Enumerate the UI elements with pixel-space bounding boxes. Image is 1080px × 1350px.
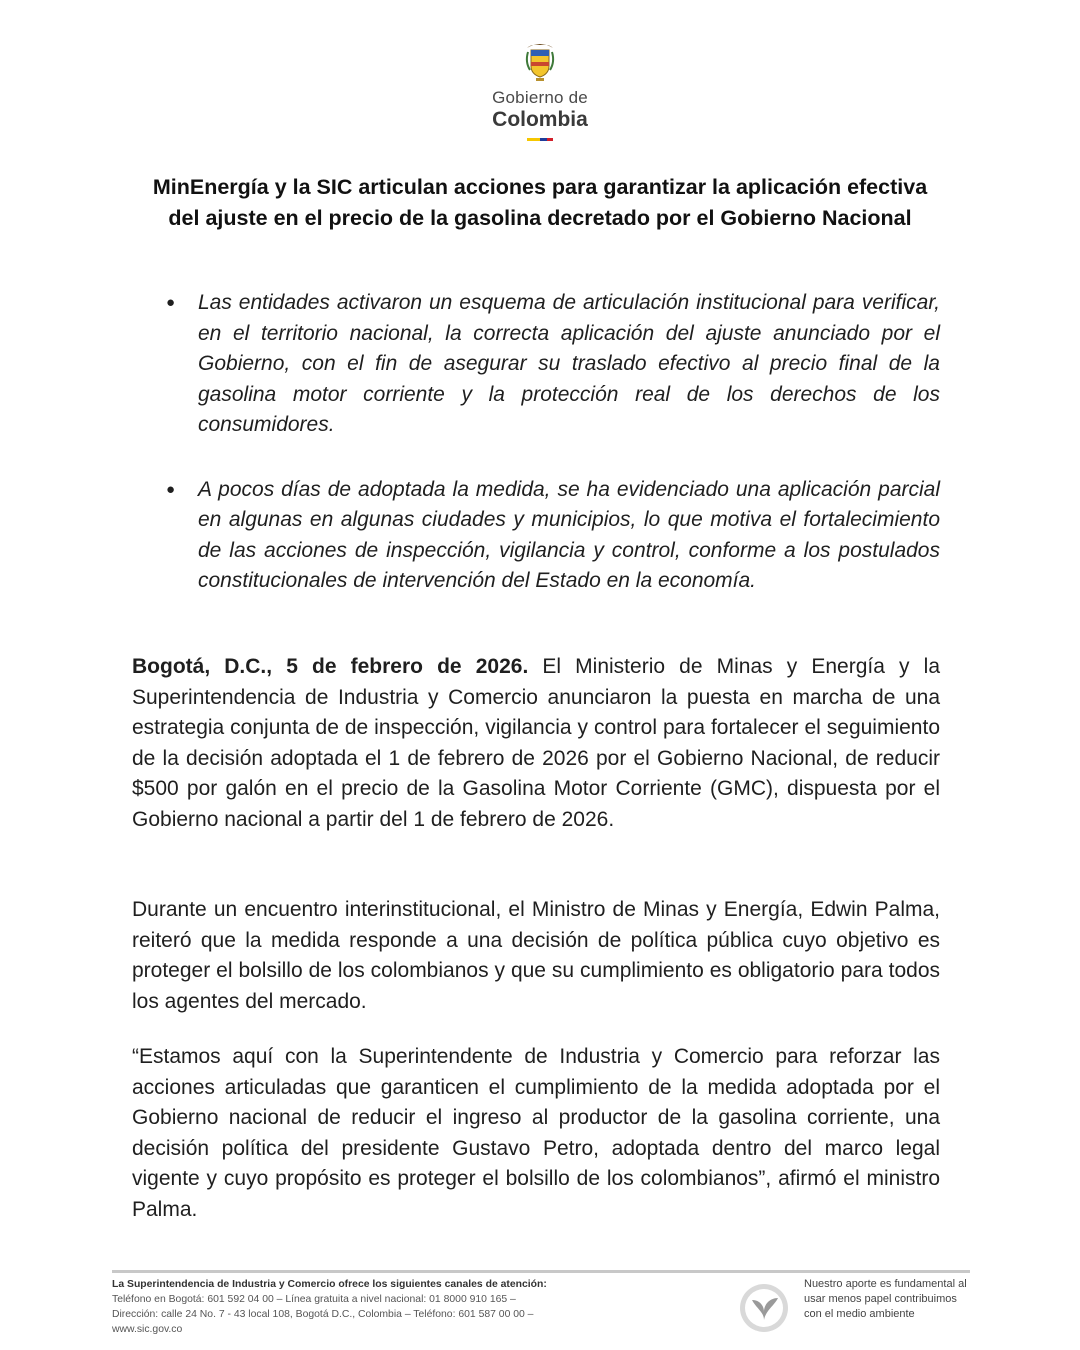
paragraph-text: El Ministerio de Minas y Energía y la Superintendencia de Industria y Comercio anunciaron la puesta en marcha de una estrategia conjunta de de inspección, vigilancia y control para fortalecer el seguimiento de la decisión adoptada el 1 de febrero de 2026 por el Gobierno Nacional, de reducir $500 por galón en el precio de la Gasolina Motor Corriente (GMC), dispuesta por el Gobierno nacional a partir del 1 de febrero de 2026. — [132, 655, 940, 831]
flag-bar — [527, 138, 553, 141]
bullet-icon: ● — [166, 294, 176, 311]
dateline: Bogotá, D.C., 5 de febrero de 2026. — [132, 655, 529, 678]
org-name-line1: Gobierno de — [492, 88, 588, 107]
body-paragraph-1 — [132, 652, 940, 836]
bullet-text: Las entidades activaron un esquema de articulación institucional para verificar, en el territorio nacional, la correcta aplicación del ajuste anunciado por el Gobierno, con el fin de asegurar su traslado efectivo al precio final de la gasolina motor corriente y la protección real de los derechos de los consumidores. — [198, 291, 940, 436]
summary-bullets — [160, 288, 940, 631]
footer-divider — [112, 1270, 970, 1273]
bullet-item — [160, 475, 940, 597]
body-paragraph-3: “Estamos aquí con la Superintendente de Industria y Comercio para reforzar las acciones articuladas que garanticen el cumplimiento de la medida adoptada por el Gobierno nacional de reducir el ingreso al productor de la gasolina corriente, una decisión política del presidente Gustavo Petro, adoptada dentro del marco legal vigente y cuyo propósito es proteger el bolsillo de los colombianos”, afirmó el ministro Palma. — [132, 1045, 940, 1221]
footer-contact — [112, 1277, 632, 1337]
footer-heading: La Superintendencia de Industria y Comercio ofrece los siguientes canales de atención: — [112, 1279, 547, 1290]
footer-line: Teléfono en Bogotá: 601 592 04 00 – Línea gratuita a nivel nacional: 01 8000 910 165 – — [112, 1294, 516, 1305]
footer-website-link[interactable]: www.sic.gov.co — [112, 1324, 183, 1335]
letterhead — [0, 40, 1080, 141]
body-paragraph-2: Durante un encuentro interinstitucional, el Ministro de Minas y Energía, Edwin Palma, reiteró que la medida responde a una decisión de política pública cuyo objetivo es proteger el bolsillo de los colombianos y que su cumplimiento es obligatorio para todos los agentes del mercado. — [132, 898, 940, 1013]
bullet-icon: ● — [166, 480, 176, 498]
footer-line: Dirección: calle 24 No. 7 - 43 local 108, Bogotá D.C., Colombia – Teléfono: 601 587 00 00 – — [112, 1309, 534, 1320]
eco-note: Nuestro aporte es fundamental al usar menos papel contribuimos con el medio ambiente — [804, 1278, 967, 1320]
leaf-icon — [738, 1282, 790, 1334]
bullet-text: A pocos días de adoptada la medida, se ha evidenciado una aplicación parcial en algunas en algunas ciudades y municipios, lo que motiva el fortalecimiento de las acciones de inspección, vigilancia y control, conforme a los postulados constitucionales de intervención del Estado en la economía. — [198, 477, 940, 592]
coat-of-arms-icon — [523, 40, 557, 84]
bullet-item — [160, 288, 940, 441]
org-name-line2: Colombia — [492, 108, 588, 131]
press-release-title: MinEnergía y la SIC articulan acciones para garantizar la aplicación efectiva del ajuste en el precio de la gasolina decretado por el Gobierno Nacional — [152, 175, 928, 230]
